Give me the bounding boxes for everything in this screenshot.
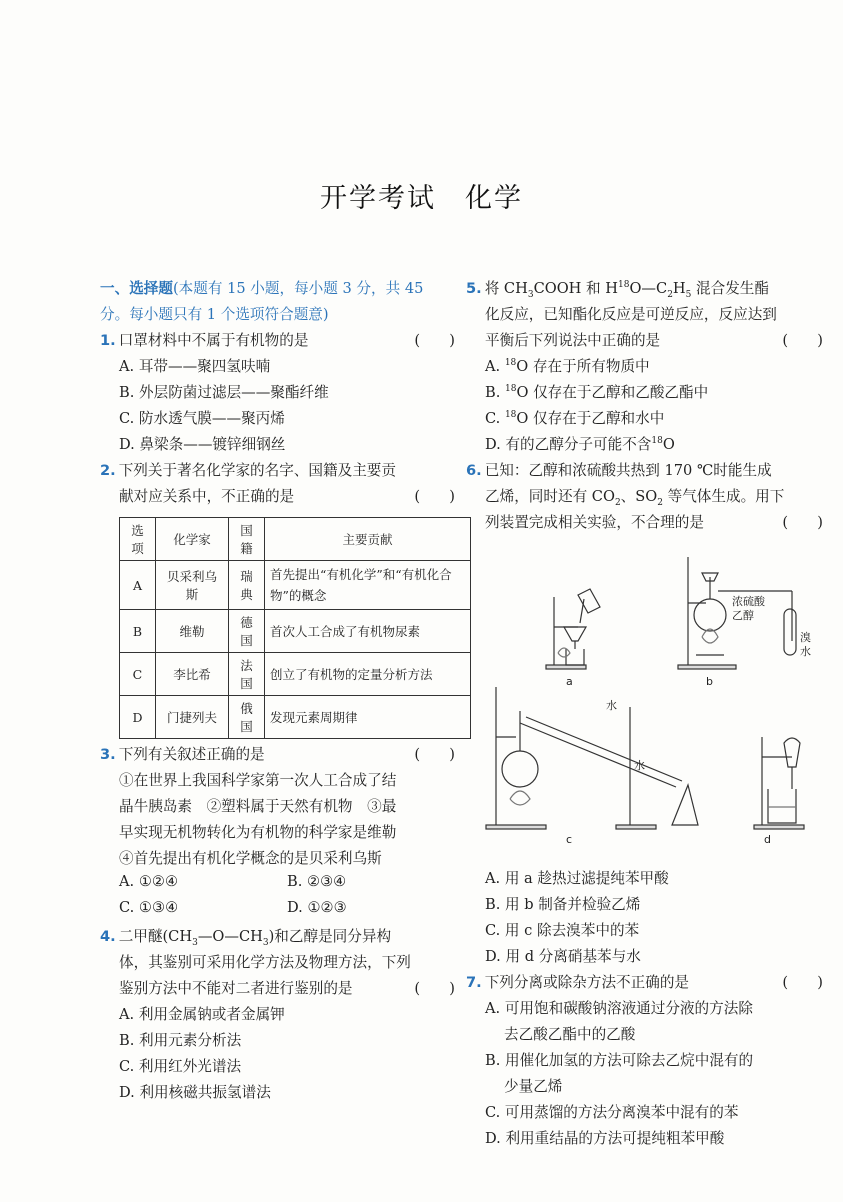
label-brom-2: 水 [800, 645, 811, 658]
q3-options-cd: C. ①③④ D. ①②③ [119, 899, 347, 916]
label-acid-2: 乙醇 [732, 609, 754, 622]
table-row: A 贝采利乌斯 瑞典 首先提出“有机化学”和“有机化合物”的概念 [120, 561, 471, 610]
q3-line-3: 早实现无机物转化为有机物的科学家是维勒 [119, 824, 397, 841]
q5-option-b: B. $^{18}$O 仅存在于乙醇和乙酸乙酯中 [485, 384, 709, 401]
q5-option-c: C. $^{18}$O 仅存在于乙醇和水中 [485, 410, 665, 427]
q4-option-a: A. 利用金属钠或者金属钾 [119, 1006, 285, 1023]
label-water-out: 水 [634, 759, 645, 772]
label-water-in: 水 [606, 699, 617, 712]
q7-option-c: C. 可用蒸馏的方法分离溴苯中混有的苯 [485, 1104, 739, 1121]
table-row: C 李比希 法国 创立了有机物的定量分析方法 [120, 653, 471, 696]
q1-option-d: D. 鼻梁条——镀锌细钢丝 [119, 436, 286, 453]
right-column [466, 277, 823, 1153]
q6-line-2: 乙烯，同时还有 $CO_2$、$SO_2$ 等气体生成。用下 [485, 488, 785, 508]
label-d: d [764, 833, 771, 846]
q7-option-b: B. 用催化加氢的方法可除去乙烷中混有的 [485, 1052, 754, 1069]
q6-line-3: 列装置完成相关实验，不合理的是 ( ) [485, 514, 823, 531]
q2-stem-2: 献对应关系中，不正确的是 ( ) [119, 488, 455, 505]
q2-stem: 2. 下列关于著名化学家的名字、国籍及主要贡 [100, 462, 396, 479]
q3-line-4: ④首先提出有机化学概念的是贝采利乌斯 [119, 850, 382, 867]
q6-option-c: C. 用 c 除去溴苯中的苯 [485, 922, 640, 939]
page-title: 开学考试 化学 [320, 183, 523, 214]
label-brom-1: 溴 [800, 631, 811, 644]
chemist-table: 选项 化学家 国籍 主要贡献 A 贝采利乌斯 瑞典 首先提出“有机化学”和“有机化合物”的概念 B 维勒 德国 首次人工合成了有机物尿素 C 李比希 法国 创立了有机物的定量分析方法 D 门捷列夫 俄国 发现元素周期律 [119, 517, 471, 739]
q7-option-a-cont: 去乙酸乙酯中的乙酸 [504, 1026, 636, 1043]
q3-line-2: 晶牛胰岛素 ②塑料属于天然有机物 ③最 [119, 798, 397, 815]
q5-stem: 5. 将 $CH_3COOH$ 和 $H^{18}O—C_2H_5$ 混合发生酯 [466, 280, 769, 300]
q5-option-a: A. $^{18}$O 存在于所有物质中 [485, 358, 650, 375]
apparatus-diagram [466, 537, 823, 867]
label-a: a [566, 675, 573, 688]
q5-option-d: D. 有的乙醇分子可能不含$^{18}$O [485, 436, 675, 453]
q3-line-1: ①在世界上我国科学家第一次人工合成了结 [119, 772, 397, 789]
q6-option-b: B. 用 b 制备并检验乙烯 [485, 896, 641, 913]
q5-line-3: 平衡后下列说法中正确的是 ( ) [485, 332, 823, 349]
table-row: B 维勒 德国 首次人工合成了有机物尿素 [120, 610, 471, 653]
section-header: 一、选择题(本题有 15 小题，每小题 3 分，共 45 [100, 280, 424, 297]
q6-stem: 6. 已知：乙醇和浓硫酸共热到 170 ℃时能生成 [466, 462, 772, 479]
left-column [100, 277, 455, 1107]
q4-option-d: D. 利用核磁共振氢谱法 [119, 1084, 271, 1101]
q1-stem: 1. 口罩材料中不属于有机物的是 ( ) [100, 332, 455, 349]
label-c: c [566, 833, 573, 846]
q7-option-d: D. 利用重结晶的方法可提纯粗苯甲酸 [485, 1130, 725, 1147]
q6-option-a: A. 用 a 趁热过滤提纯苯甲酸 [485, 870, 669, 887]
q1-option-a: A. 耳带——聚四氢呋喃 [119, 358, 271, 375]
q3-options-ab: A. ①②④ B. ②③④ [119, 873, 347, 890]
q4-option-c: C. 利用红外光谱法 [119, 1058, 242, 1075]
q5-line-2: 化反应，已知酯化反应是可逆反应，反应达到 [485, 306, 777, 323]
q4-stem: 4. 二甲醚$(CH_3—O—CH_3)$和乙醇是同分异构 [100, 928, 392, 948]
q7-stem: 7. 下列分离或除杂方法不正确的是 ( ) [466, 974, 823, 991]
table-row: D 门捷列夫 俄国 发现元素周期律 [120, 696, 471, 739]
q3-stem: 3. 下列有关叙述正确的是 ( ) [100, 746, 455, 763]
q6-option-d: D. 用 d 分离硝基苯与水 [485, 948, 641, 965]
q7-option-a: A. 可用饱和碳酸钠溶液通过分液的方法除 [485, 1000, 753, 1017]
q4-line-3: 鉴别方法中不能对二者进行鉴别的是 ( ) [119, 980, 455, 997]
apparatus-figure [466, 537, 823, 867]
q4-option-b: B. 利用元素分析法 [119, 1032, 242, 1049]
q4-line-2: 体，其鉴别可采用化学方法及物理方法，下列 [119, 954, 411, 971]
section-desc: 分。每小题只有 1 个选项符合题意) [100, 306, 329, 323]
label-acid-1: 浓硫酸 [732, 595, 765, 608]
label-b: b [706, 675, 713, 688]
q1-option-c: C. 防水透气膜——聚丙烯 [119, 410, 285, 427]
q7-option-b-cont: 少量乙烯 [504, 1078, 563, 1095]
q1-option-b: B. 外层防菌过滤层——聚酯纤维 [119, 384, 329, 401]
